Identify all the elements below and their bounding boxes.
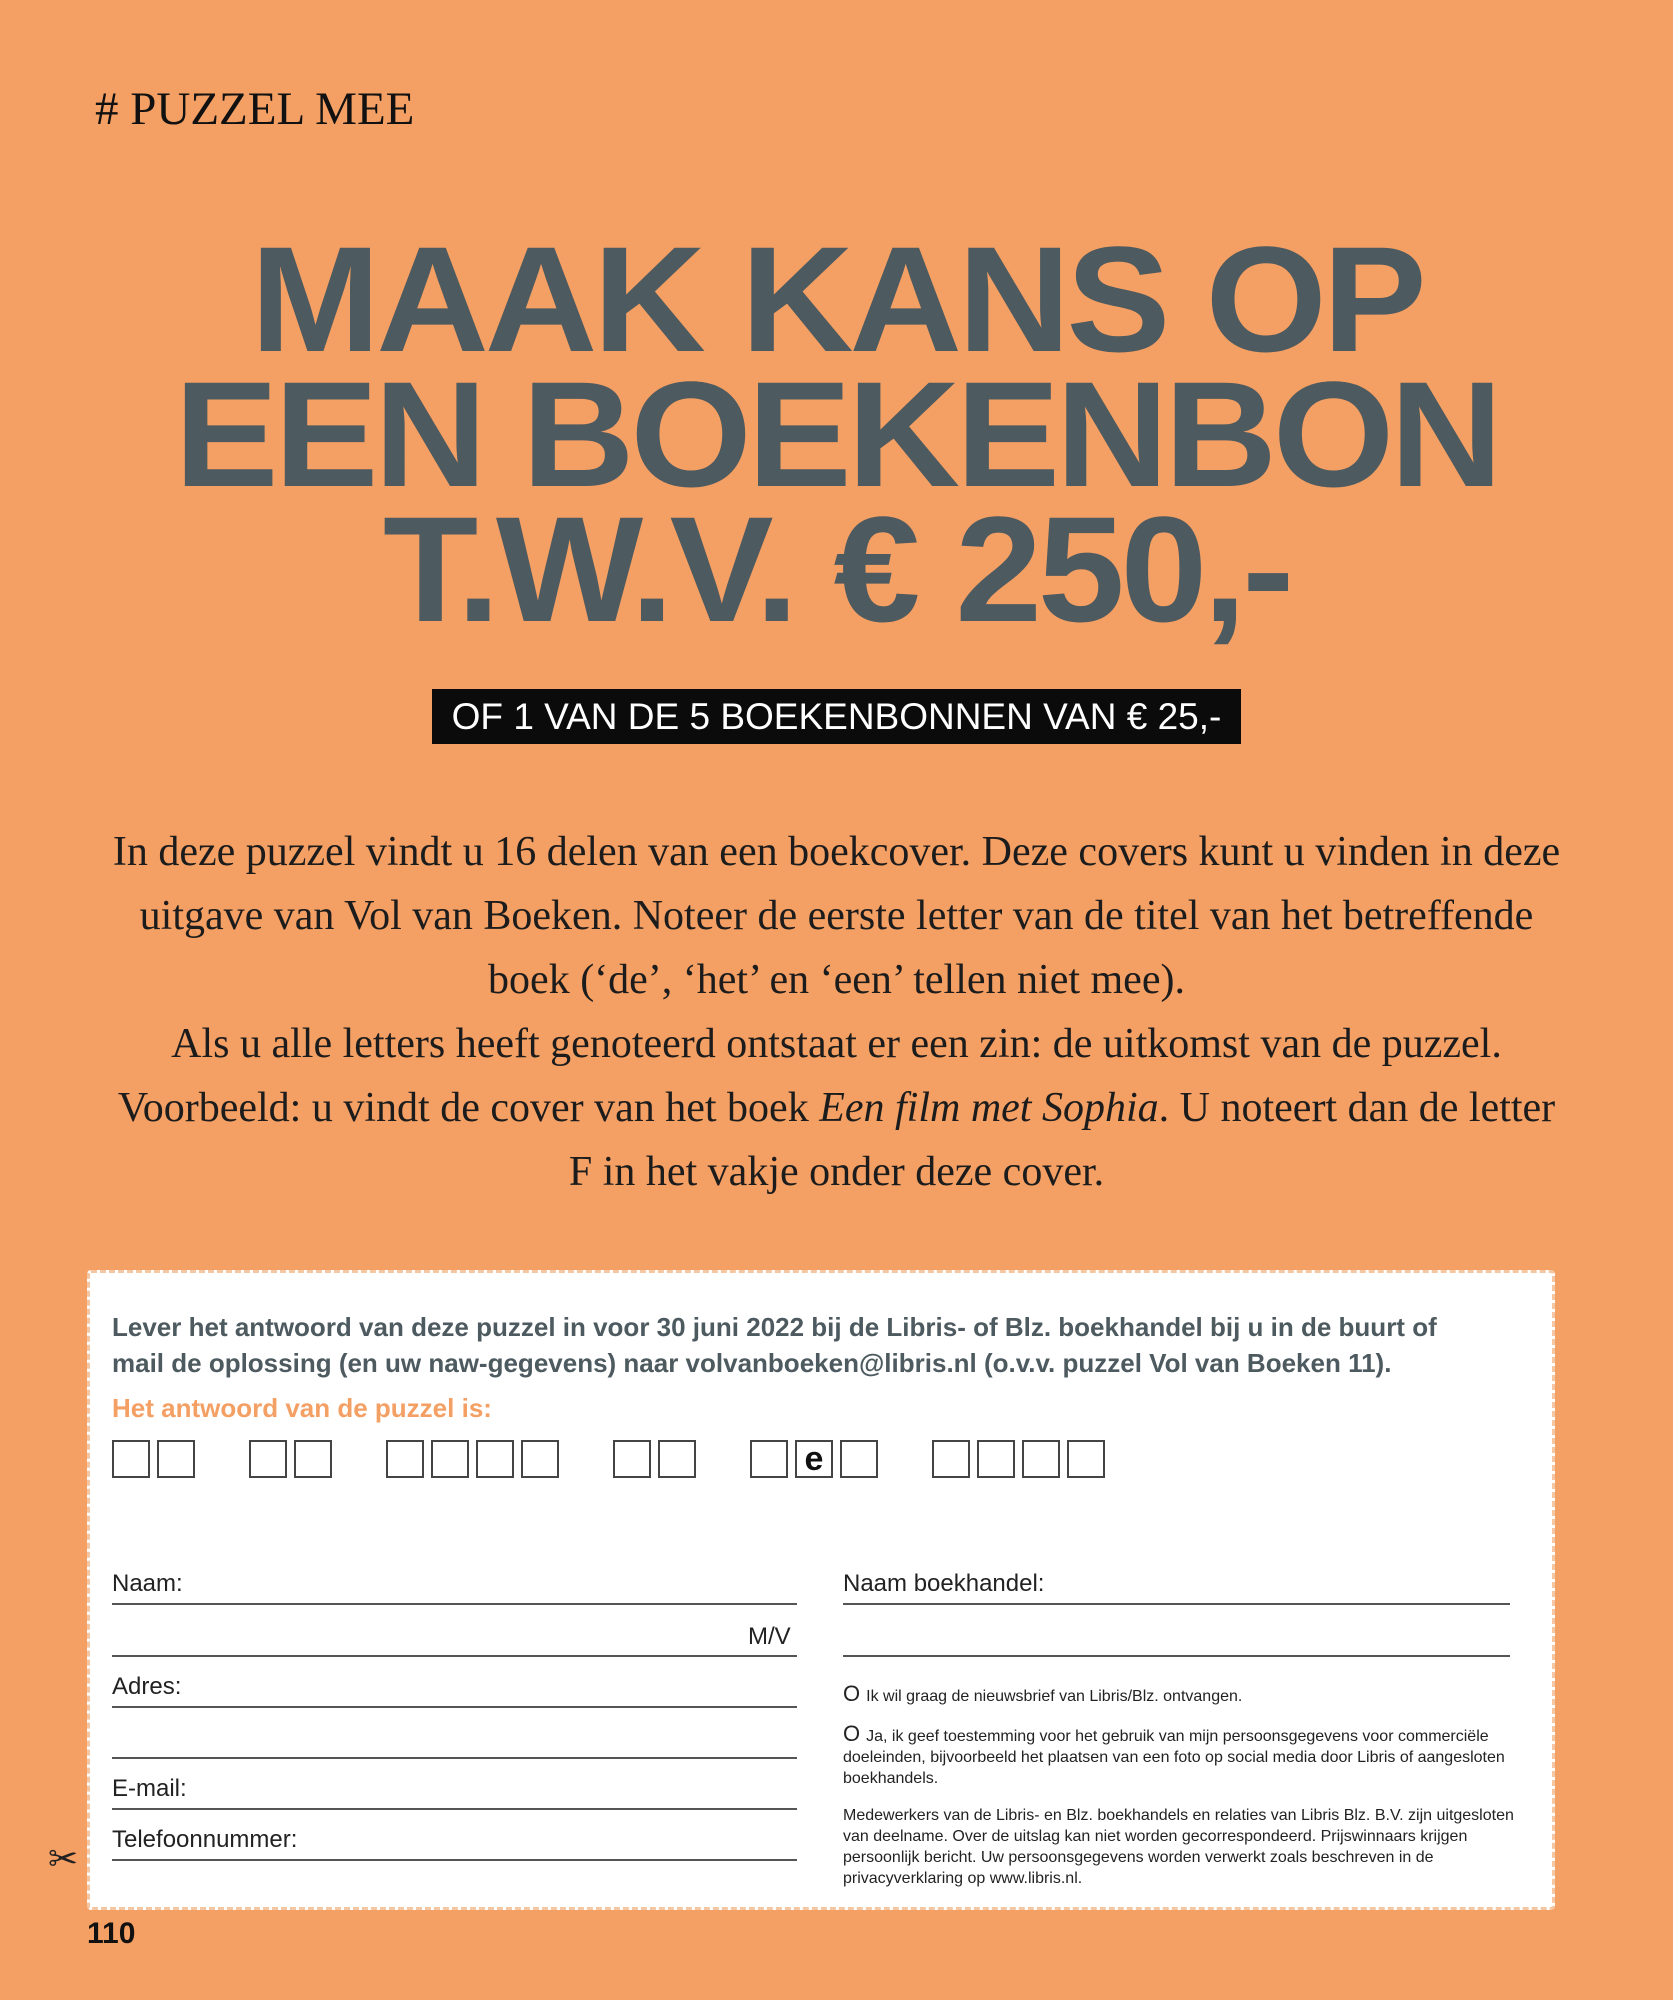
form-instructions: Lever het antwoord van deze puzzel in voor 30 juni 2022 bij de Libris- of Blz. boekhandel bij u in de buurt of mail de oplossing (en uw naw-gegevens) naar volvanboeken@libris.nl (o.v.v. puzzel Vol van Boeken 11). bbox=[112, 1312, 1437, 1378]
answer-box[interactable] bbox=[1067, 1440, 1105, 1478]
answer-box[interactable] bbox=[386, 1440, 424, 1478]
intro-paragraph-2: Als u alle letters heeft genoteerd ontstaat er een zin: de uitkomst van de puzzel. bbox=[171, 1021, 1502, 1067]
answer-box[interactable] bbox=[249, 1440, 287, 1478]
answer-box-prefilled[interactable]: e bbox=[795, 1440, 833, 1478]
headline-line-1: MAAK KANS OP bbox=[250, 215, 1423, 383]
answer-word-5 bbox=[750, 1440, 878, 1478]
boekhandel-line-2[interactable] bbox=[843, 1655, 1510, 1657]
section-tag: # PUZZEL MEE bbox=[95, 83, 415, 135]
adres-label: Adres: bbox=[112, 1673, 182, 1700]
answer-box[interactable] bbox=[977, 1440, 1015, 1478]
consent-option[interactable]: O Ja, ik geef toestemming voor het gebruik van mijn persoonsgegevens voor commerciële doeleinden, bijvoorbeeld het plaatsen van een foto op social media door Libris of aangesloten boekhandels. bbox=[843, 1721, 1505, 1787]
answer-word-4 bbox=[613, 1440, 696, 1478]
example-book-title: Een film met Sophia bbox=[819, 1085, 1159, 1131]
answer-word-2 bbox=[249, 1440, 332, 1478]
answer-box[interactable] bbox=[521, 1440, 559, 1478]
naam-line[interactable] bbox=[112, 1603, 797, 1605]
email-label: E-mail: bbox=[112, 1775, 187, 1802]
answer-label: Het antwoord van de puzzel is: bbox=[112, 1393, 492, 1423]
adres-line[interactable] bbox=[112, 1706, 797, 1708]
naam-line-2[interactable] bbox=[112, 1655, 797, 1657]
answer-box[interactable] bbox=[157, 1440, 195, 1478]
email-line[interactable] bbox=[112, 1808, 797, 1810]
telefoon-label: Telefoonnummer: bbox=[112, 1826, 298, 1853]
answer-box[interactable] bbox=[932, 1440, 970, 1478]
checkbox-circle-icon[interactable]: O bbox=[843, 1681, 861, 1706]
answer-box[interactable] bbox=[613, 1440, 651, 1478]
intro-text bbox=[110, 820, 1563, 1204]
answer-word-1 bbox=[112, 1440, 195, 1478]
scissors-icon: ✂ bbox=[48, 1838, 79, 1879]
headline bbox=[0, 215, 1673, 653]
page-number: 110 bbox=[87, 1917, 136, 1950]
intro-paragraph-3: Voorbeeld: u vindt de cover van het boek Een film met Sophia. U noteert dan de letter F in het vakje onder deze cover. bbox=[117, 1085, 1556, 1195]
gender-label: M/V bbox=[748, 1623, 791, 1650]
answer-box[interactable] bbox=[476, 1440, 514, 1478]
answer-word-3 bbox=[386, 1440, 559, 1478]
answer-box[interactable] bbox=[431, 1440, 469, 1478]
adres-line-2[interactable] bbox=[112, 1757, 797, 1759]
answer-box[interactable] bbox=[1022, 1440, 1060, 1478]
boekhandel-line[interactable] bbox=[843, 1603, 1510, 1605]
sub-banner: OF 1 VAN DE 5 BOEKENBONNEN VAN € 25,- bbox=[432, 689, 1242, 744]
answer-box[interactable] bbox=[294, 1440, 332, 1478]
telefoon-line[interactable] bbox=[112, 1859, 797, 1861]
entry-form-card bbox=[87, 1270, 1555, 1910]
headline-line-3: T.W.V. € 250,- bbox=[382, 485, 1291, 653]
boekhandel-label: Naam boekhandel: bbox=[843, 1570, 1045, 1597]
intro-paragraph-1: In deze puzzel vindt u 16 delen van een boekcover. Deze covers kunt u vinden in deze uitgave van Vol van Boeken. Noteer de eerste letter van de titel van het betreffende boek (‘de’, ‘het’ en ‘een’ tellen niet mee). bbox=[112, 829, 1561, 1003]
newsletter-option[interactable]: O Ik wil graag de nieuwsbrief van Libris/Blz. ontvangen. bbox=[843, 1681, 1243, 1706]
naam-label: Naam: bbox=[112, 1570, 183, 1597]
answer-word-6 bbox=[932, 1440, 1105, 1478]
headline-line-2: EEN BOEKENBON bbox=[174, 350, 1499, 518]
answer-box[interactable] bbox=[658, 1440, 696, 1478]
checkbox-circle-icon[interactable]: O bbox=[843, 1721, 861, 1746]
answer-box[interactable] bbox=[750, 1440, 788, 1478]
answer-box[interactable] bbox=[112, 1440, 150, 1478]
answer-boxes bbox=[112, 1440, 1159, 1478]
disclaimer: Medewerkers van de Libris- en Blz. boekhandels en relaties van Libris Blz. B.V. zijn uitgesloten van deelname. Over de uitslag kan niet worden gecorrespondeerd. Prijswinnaars krijgen persoonlijk bericht. Uw persoonsgegevens worden verwerkt zoals beschreven in de privacyverklaring op www.libris.nl. bbox=[843, 1807, 1514, 1887]
answer-box[interactable] bbox=[840, 1440, 878, 1478]
